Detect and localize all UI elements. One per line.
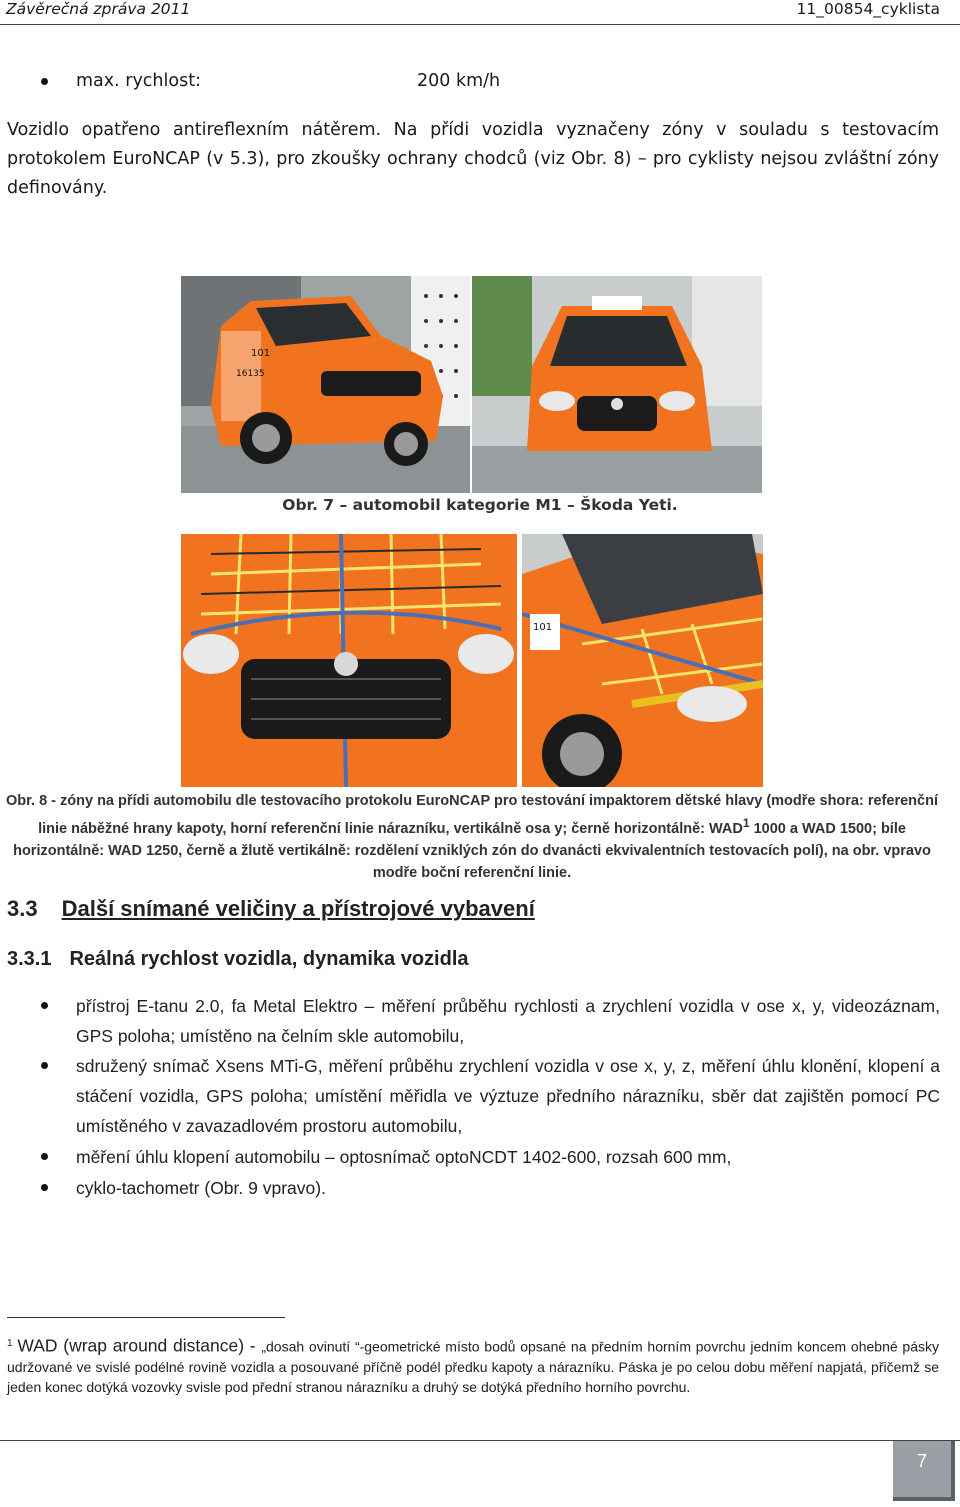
figure-8-caption-part1: Obr. 8 - zóny na přídi automobilu dle testovacího protokolu EuroNCAP pro testování impaktorem dětské hlavy (modře shora: referenční linie náběžné hrany kapoty, horní referenční linie nárazníku, vertikálně osa y; černě horizontálně: WAD [6, 793, 938, 837]
footnote-text: „dosah ovinutí “-geometrické místo bodů opsané na předním horním povrchu jedním koncem ohebné pásky udržované ve svislé podélné rovině vozidla a posouvané příčně podél předku kapoty a nárazníku. Páska je po celou dobu měření napjatá, přičemž se jeden konec dotýká vozovky svisle pod přední stranou nárazníku a druhý se dotýká předního horního povrchu. [7, 1338, 939, 1395]
plate-text: 101 [251, 348, 271, 359]
list-item: cyklo-tachometr (Obr. 9 vpravo). [76, 1178, 326, 1198]
bullet-icon [41, 78, 48, 85]
photo-hood-zones-front [181, 534, 517, 787]
spec-label: max. rychlost: [76, 71, 201, 91]
photo-hood-zones-side [522, 534, 763, 787]
footnote-mark: 1 [7, 1338, 13, 1349]
intro-paragraph: Vozidlo opatřeno antireflexním nátěrem. Na přídi vozidla vyznačeny zóny v souladu s testovacím protokolem EuroNCAP (v 5.3), pro zkoušky ochrany chodců (viz Obr. 8) – pro cyklisty nejsou zvláštní zóny definovány. [7, 120, 939, 198]
footnote [7, 1334, 939, 1397]
plate-number: 16135 [236, 369, 265, 379]
header-divider [0, 24, 960, 25]
bullet-icon [41, 1002, 48, 1009]
car-side-illustration [181, 276, 470, 493]
list-item: přístroj E-tanu 2.0, fa Metal Elektro – měření průběhu rychlosti a zrychlení vozidla v ose x, y, videozáznam, GPS poloha; umístěno na čelním skle automobilu, [76, 996, 940, 1046]
subsection-number: 3.3.1 [7, 948, 52, 970]
section-title: Další snímané veličiny a přístrojové vybavení [61, 896, 535, 921]
report-title: Závěrečná zpráva 2011 [6, 0, 191, 18]
photo-car-side-view [181, 276, 470, 493]
list-item: sdružený snímač Xsens MTi-G, měření průběhu zrychlení vozidla v ose x, y, z, měření úhlu klonění, klopení a stáčení vozidla, GPS poloha; umístění měřidla ve výztuze předního nárazníku, sběr dat zajištěn pomocí PC umístěného v zavazadlovém prostoru automobilu, [76, 1056, 940, 1136]
list-item: měření úhlu klopení automobilu – optosnímač optoNCDT 1402-600, rozsah 600 mm, [76, 1147, 732, 1167]
page-number: 7 [916, 1451, 927, 1471]
section-number: 3.3 [7, 896, 38, 921]
section-heading [7, 896, 535, 922]
side-zones-illustration [522, 534, 763, 787]
page-header [0, 0, 960, 24]
footnote-ref: 1 [742, 816, 750, 830]
figure-7-caption: Obr. 7 – automobil kategorie M1 – Škoda Yeti. [282, 496, 678, 514]
figure-8-caption [6, 790, 938, 884]
footnote-term: WAD (wrap around distance) - [17, 1335, 262, 1356]
bullet-icon [41, 1153, 48, 1160]
footer-divider [0, 1440, 960, 1441]
subsection-title: Reálná rychlost vozidla, dynamika vozidla [69, 948, 469, 970]
footnote-divider [7, 1317, 285, 1318]
sticker-text: 101 [533, 622, 553, 633]
subsection-heading [7, 948, 469, 971]
bullet-icon [41, 1062, 48, 1069]
car-front-illustration [472, 276, 762, 493]
hood-zones-illustration [181, 534, 517, 787]
photo-car-front-view [472, 276, 762, 493]
document-id: 11_00854_cyklista [796, 0, 940, 18]
spec-value: 200 km/h [417, 71, 501, 91]
figure-8-caption-part2: 1000 a WAD 1500; bíle horizontálně: WAD 1250, černě a žlutě vertikálně: rozdělení vzniklých zón do dvanácti ekvivalentních testovacích polí), na obr. vpravo modře boční referenční linie. [13, 820, 931, 881]
bullet-icon [41, 1184, 48, 1191]
